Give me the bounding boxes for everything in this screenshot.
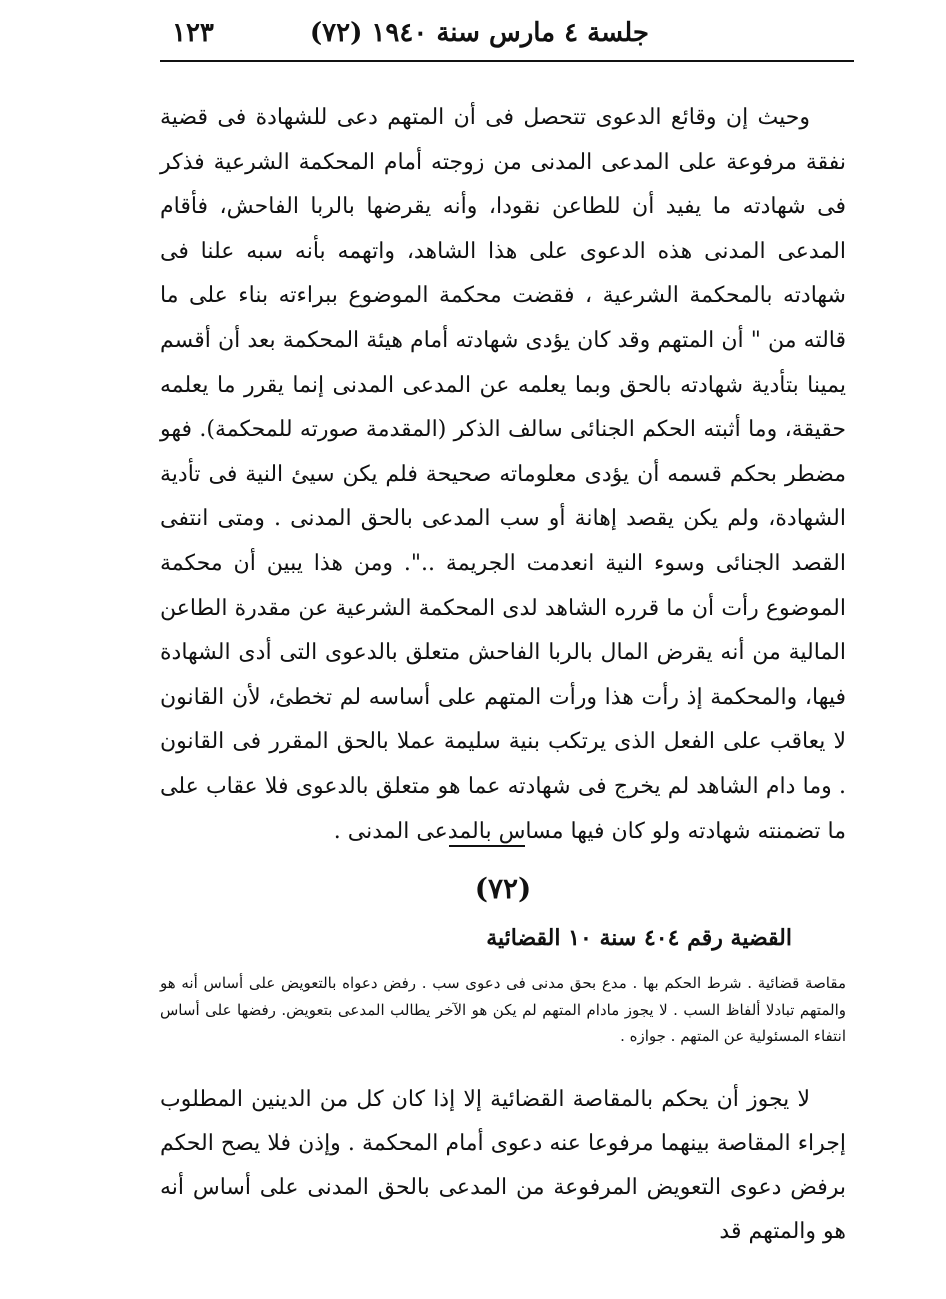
section-divider <box>449 845 525 847</box>
page-number: ١٢٣ <box>172 18 214 48</box>
header-rule <box>160 60 854 62</box>
case-summary <box>160 970 846 1050</box>
running-title: جلسة ٤ مارس سنة ١٩٤٠ (٧٢) <box>309 18 649 48</box>
case-summary-text: مقاصة قضائية . شرط الحكم بها . مدع بحق مدنى فى دعوى سب . رفض دعواه بالتعويض على أساس أنه هو والمتهم تبادلا ألفاظ السب . لا يجوز مادام المتهم لم يكن هو الآخر يطالب المدعى بتعويض. رفضها على أساس انتفاء المسئولية عن المتهم . جوازه . <box>160 974 846 1045</box>
case-ruling <box>160 1078 846 1254</box>
page-header <box>160 14 854 60</box>
case-ruling-text: لا يجوز أن يحكم بالمقاصة القضائية إلا إذا كان كل من الدينين المطلوب إجراء المقاصة بينهما مرفوعا عنه دعوى أمام المحكمة . وإذن فلا يصح الحكم برفض دعوى التعويض المرفوعة من المدعى بالحق المدنى على أساس أنه هو والمتهم قد <box>160 1087 846 1244</box>
case-number: (٧٢) <box>474 872 532 905</box>
body-paragraph: وحيث إن وقائع الدعوى تتحصل فى أن المتهم دعى للشهادة فى قضية نفقة مرفوعة على المدعى المدنى من زوجته أمام المحكمة الشرعية فذكر فى شهادته ما يفيد أن للطاعن نقودا، وأنه يقرضها بالربا الفاحش، فأقام المدعى المدنى هذه الدعوى على هذا الشاهد، واتهمه بأنه سبه علنا فى شهادته بالمحكمة الشرعية ، فقضت محكمة الموضوع ببراءته بناء على ما قالته من " أن المتهم وقد كان يؤدى شهادته أمام هيئة المحكمة بعد أن أقسم يمينا بتأدية شهادته بالحق وبما يعلمه عن المدعى المدنى إنما يقرر ما يعلمه حقيقة، وما أثبته الحكم الجنائى سالف الذكر (المقدمة صورته للمحكمة). فهو مضطر بحكم قسمه أن يؤدى معلوماته صحيحة فلم يكن سيئ النية فى تأدية الشهادة، ولم يكن يقصد إهانة أو سب المدعى بالحق المدنى . ومتى انتفى القصد الجنائى وسوء النية انعدمت الجريمة ..". ومن هذا يبين أن محكمة الموضوع رأت أن ما قرره الشاهد لدى المحكمة الشرعية عن مقدرة الطاعن المالية من أنه يقرض المال بالربا الفاحش متعلق بالدعوى التى أدى الشهادة فيها، والمحكمة إذ رأت هذا ورأت المتهم على أساسه لم تخطئ، لأن القانون لا يعاقب على الفعل الذى يرتكب بنية سليمة عملا بالحق المقرر فى القانون . وما دام الشاهد لم يخرج فى شهادته عما هو متعلق بالدعوى فلا عقاب على ما تضمنته شهادته ولو كان فيها مساس بالمدعى المدنى . <box>160 105 847 844</box>
case-title: القضية رقم ٤٠٤ سنة ١٠ القضائية <box>486 925 792 951</box>
body-text <box>160 96 846 854</box>
